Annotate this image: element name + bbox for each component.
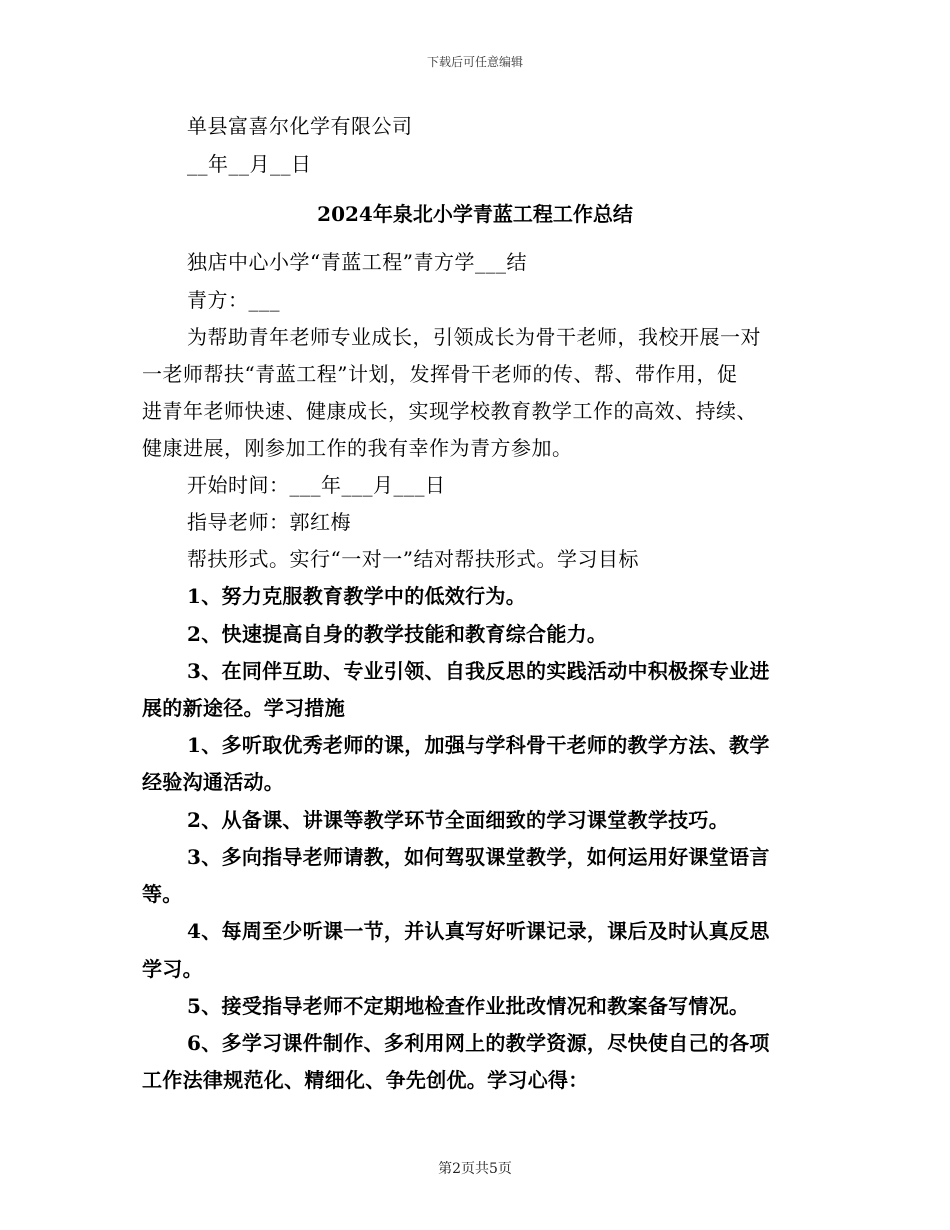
form-line: 帮扶形式。实行“一对一”结对帮扶形式。学习目标 <box>187 547 639 571</box>
company-name: 单县富喜尔化学有限公司 <box>187 114 413 138</box>
intro-paragraph-line: 健康进展，刚参加工作的我有幸作为青方参加。 <box>142 436 573 460</box>
measure-item: 4、每周至少听课一节，并认真写好听课记录，课后及时认真反思 <box>187 919 770 943</box>
mentee-line: 青方：___ <box>187 288 280 312</box>
measure-item: 3、多向指导老师请教，如何驾驭课堂教学，如何运用好课堂语言 <box>187 845 770 869</box>
intro-paragraph-line: 进青年老师快速、健康成长，实现学校教育教学工作的高效、持续、 <box>142 399 757 423</box>
measure-item-continuation: 经验沟通活动。 <box>142 770 285 794</box>
document-title: 2024年泉北小学青蓝工程工作总结 <box>317 202 633 226</box>
intro-paragraph-line: 一老师帮扶“青蓝工程”计划，发挥骨干老师的传、帮、带作用，促 <box>142 362 738 386</box>
goal-item: 1、努力克服教育教学中的低效行为。 <box>187 584 527 608</box>
measure-item: 5、接受指导老师不定期地检查作业批改情况和教案备写情况。 <box>187 994 750 1018</box>
page-footer-number: 第2页共5页 <box>438 1161 512 1177</box>
page-header-note: 下载后可任意编辑 <box>426 55 523 69</box>
measure-item-continuation: 学习。 <box>142 957 203 981</box>
measure-item: 2、从备课、讲课等教学环节全面细致的学习课堂教学技巧。 <box>187 808 730 832</box>
measure-item: 1、多听取优秀老师的课，加强与学科骨干老师的教学方法、教学 <box>187 733 770 757</box>
mentor-line: 指导老师：郭红梅 <box>187 510 351 534</box>
measure-item-continuation: 等。 <box>142 882 183 906</box>
goal-item-continuation: 展的新途径。学习措施 <box>142 696 345 720</box>
closing-date: __年__月__日 <box>187 152 312 176</box>
measure-item-continuation: 工作法律规范化、精细化、争先创优。学习心得： <box>142 1068 589 1092</box>
goal-item: 2、快速提高自身的教学技能和教育综合能力。 <box>187 622 608 646</box>
start-time-line: 开始时间：___年___月___日 <box>187 473 446 497</box>
goal-item: 3、在同伴互助、专业引领、自我反思的实践活动中积极探专业进 <box>187 659 770 683</box>
intro-paragraph-line: 为帮助青年老师专业成长，引领成长为骨干老师，我校开展一对 <box>187 325 761 349</box>
document-subtitle: 独店中心小学“青蓝工程”青方学___结 <box>187 250 527 274</box>
measure-item: 6、多学习课件制作、多利用网上的教学资源，尽快使自己的各项 <box>187 1031 770 1055</box>
